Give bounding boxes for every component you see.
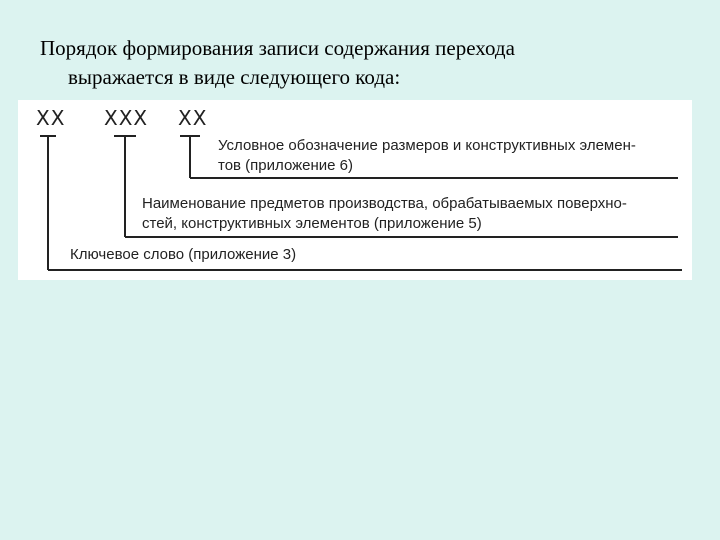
dimensions-description <box>218 136 636 176</box>
heading-line-1: Порядок формирования записи содержания перехода <box>40 36 515 60</box>
objects-description-line-1: Наименование предметов производства, обрабатываемых поверхно- <box>142 195 627 212</box>
code-keyword: XX <box>36 106 66 130</box>
keyword-description-line-1: Ключевое слово (приложение 3) <box>70 246 297 263</box>
dimensions-description-line-2: тов (приложение 6) <box>218 157 353 174</box>
code-dimensions: XX <box>178 106 208 130</box>
objects-description <box>142 194 627 234</box>
code-objects: XXX <box>104 106 149 130</box>
heading <box>40 34 680 92</box>
objects-description-line-2: стей, конструктивных элементов (приложение 5) <box>142 215 482 232</box>
heading-line-2: выражается в виде следующего кода: <box>68 65 401 89</box>
keyword-description <box>70 245 296 265</box>
dimensions-description-line-1: Условное обозначение размеров и конструктивных элемен- <box>218 137 636 154</box>
code-structure-diagram <box>18 100 692 280</box>
